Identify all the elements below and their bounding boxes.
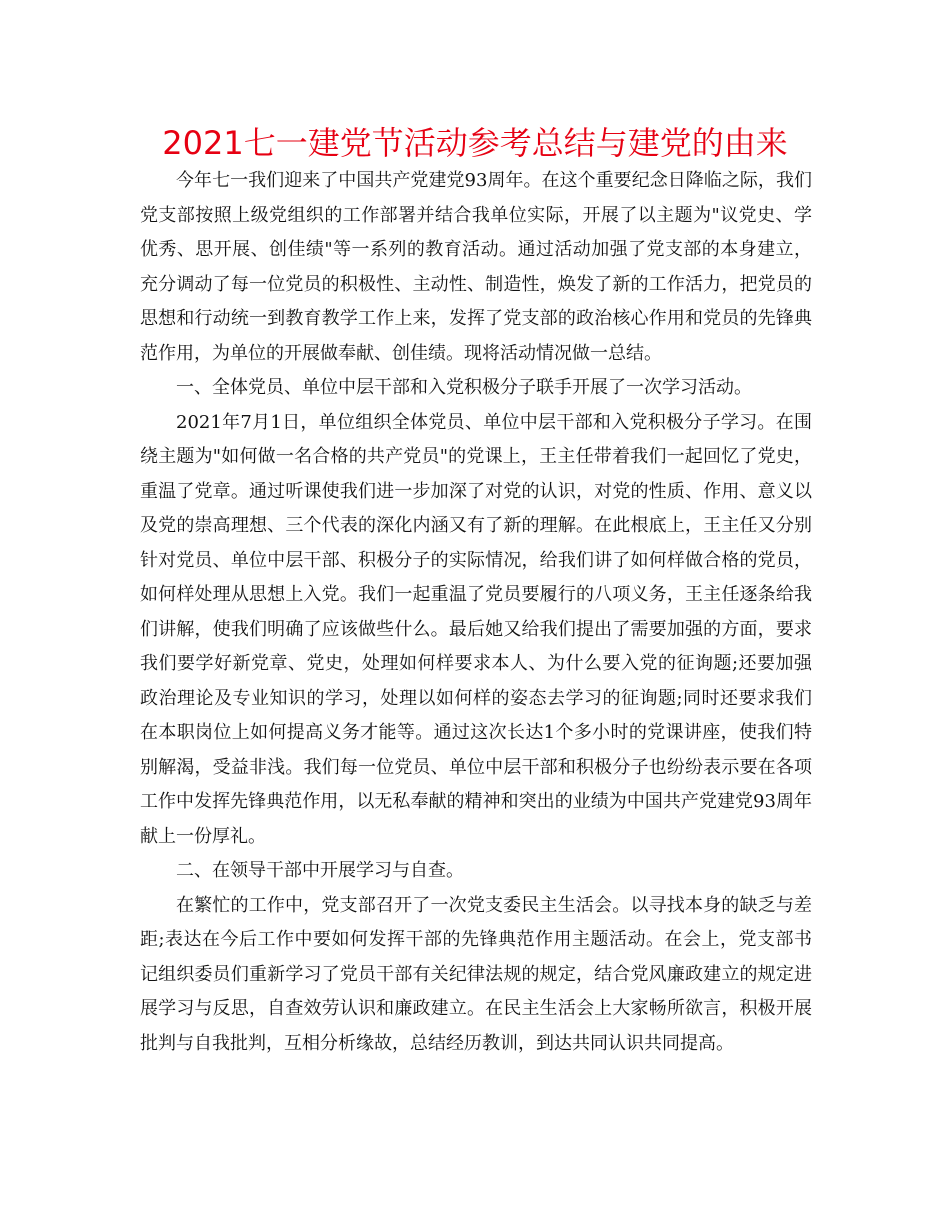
- paragraph-intro: 今年七一我们迎来了中国共产党建党93周年。在这个重要纪念日降临之际，我们党支部按照上级党组织的工作部署并结合我单位实际，开展了以主题为"议党史、学优秀、思开展、创佳绩"等一系列的教育活动。通过活动加强了党支部的本身建立，充分调动了每一位党员的积极性、主动性、制造性，焕发了新的工作活力，把党员的思想和行动统一到教育教学工作上来，发挥了党支部的政治核心作用和党员的先锋典范作用，为单位的开展做奉献、创佳绩。现将活动情况做一总结。: [140, 170, 812, 364]
- document-body: [140, 164, 812, 1061]
- section-heading-1: 一、全体党员、单位中层干部和入党积极分子联手开展了一次学习活动。: [176, 377, 752, 398]
- paragraph-study-activity: 2021年7月1日，单位组织全体党员、单位中层干部和入党积极分子学习。在围绕主题为"如何做一名合格的共产党员"的党课上，王主任带着我们一起回忆了党史，重温了党章。通过听课使我们进一步加深了对党的认识，对党的性质、作用、意义以及党的崇高理想、三个代表的深化内涵又有了新的理解。在此根底上，王主任又分别针对党员、单位中层干部、积极分子的实际情况，给我们讲了如何样做合格的党员，如何样处理从思想上入党。我们一起重温了党员要履行的八项义务，王主任逐条给我们讲解，使我们明确了应该做些什么。最后她又给我们提出了需要加强的方面，要求我们要学好新党章、党史，处理如何样要求本人、为什么要入党的征询题;还要加强政治理论及专业知识的学习，处理以如何样的姿态去学习的征询题;同时还要求我们在本职岗位上如何提高义务才能等。通过这次长达1个多小时的党课讲座，使我们特别解渴，受益非浅。我们每一位党员、单位中层干部和积极分子也纷纷表示要在各项工作中发挥先锋典范作用，以无私奉献的精神和突出的业绩为中国共产党建党93周年献上一份厚礼。: [140, 411, 812, 847]
- document-title: 2021七一建党节活动参考总结与建党的由来: [162, 124, 788, 162]
- section-heading-2: 二、在领导干部中开展学习与自查。: [176, 860, 464, 881]
- paragraph-self-check: 在繁忙的工作中，党支部召开了一次党支委民主生活会。以寻找本身的缺乏与差距;表达在今后工作中要如何发挥干部的先锋典范作用主题活动。在会上，党支部书记组织委员们重新学习了党员干部有关纪律法规的规定，结合党风廉政建立的规定进展学习与反思，自查效劳认识和廉政建立。在民主生活会上大家畅所欲言，积极开展批判与自我批判，互相分析缘故，总结经历教训，到达共同认识共同提高。: [140, 894, 812, 1054]
